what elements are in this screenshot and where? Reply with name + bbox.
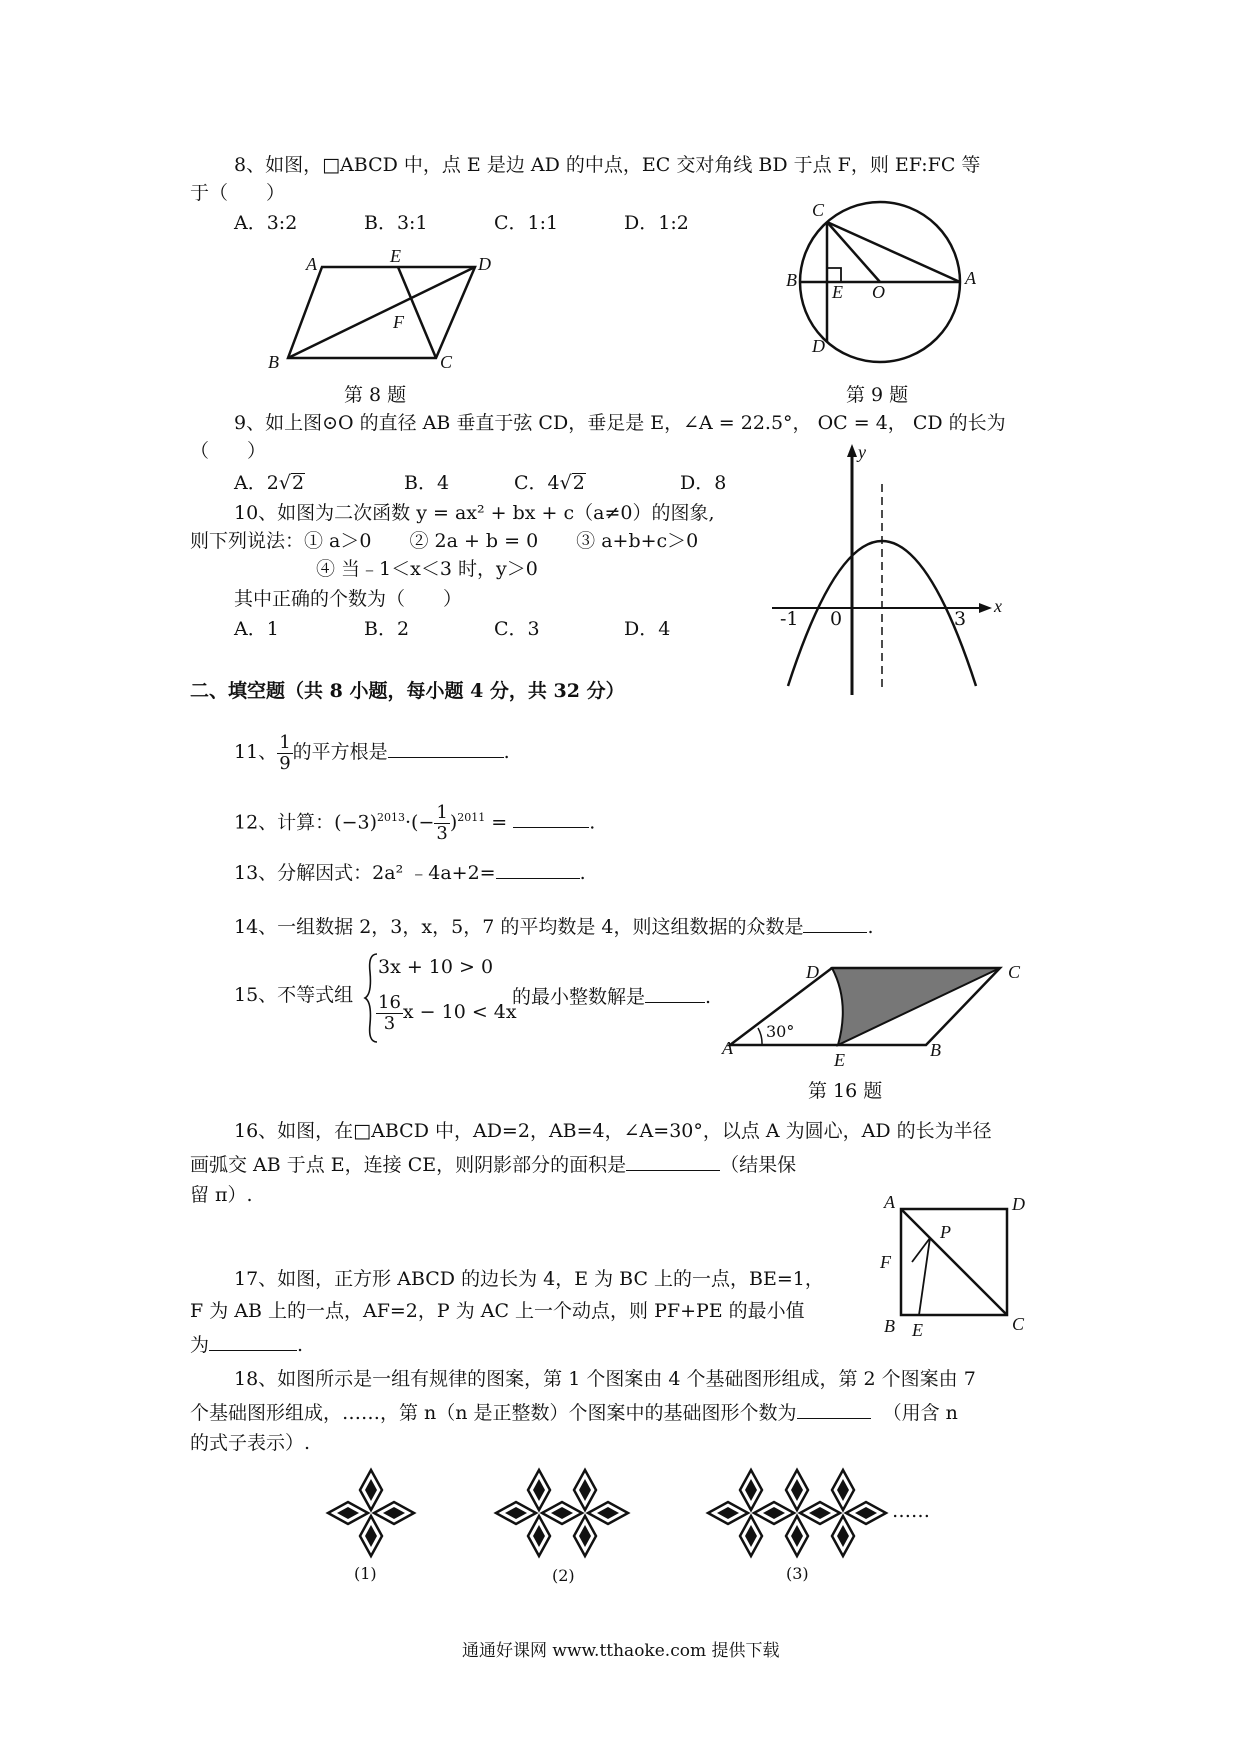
q17-line1: 17、如图，正方形 ABCD 的边长为 4，E 为 BC 上的一点，BE=1， bbox=[234, 1268, 824, 1290]
q9-option-c-coef: 4 bbox=[547, 472, 560, 494]
q10-label-three: 3 bbox=[954, 608, 967, 630]
q10-label-zero: 0 bbox=[830, 608, 843, 630]
q8-label-d: D bbox=[478, 254, 491, 274]
q16-line2-text: 画弧交 AB 于点 E，连接 CE，则阴影部分的面积是 bbox=[190, 1154, 627, 1176]
q14-answer-blank[interactable] bbox=[803, 912, 867, 933]
q16-label-c: C bbox=[1008, 962, 1021, 982]
q10-option-d: D．4 bbox=[624, 618, 671, 640]
q8-label-c: C bbox=[440, 352, 453, 372]
q9-figure bbox=[780, 195, 980, 365]
q12-denominator: 3 bbox=[436, 822, 448, 844]
q15-answer-blank[interactable] bbox=[645, 982, 705, 1003]
q15-prefix: 15、不等式组 bbox=[234, 984, 354, 1006]
q9-segment-co bbox=[827, 222, 880, 282]
q8-label-f: F bbox=[393, 312, 404, 332]
q17-line3 bbox=[190, 1330, 303, 1358]
q18-line2-end: （用含 n bbox=[882, 1402, 958, 1424]
q15-fraction bbox=[376, 993, 403, 1034]
q16-label-e: E bbox=[834, 1050, 845, 1070]
q8-label-e: E bbox=[390, 246, 401, 266]
q17-label-f: F bbox=[880, 1252, 891, 1272]
q11-answer-blank[interactable] bbox=[388, 737, 504, 758]
q10-option-a: A．1 bbox=[234, 618, 279, 640]
q9-option-a-prefix: A． bbox=[234, 472, 267, 494]
q8-caption: 第 8 题 bbox=[344, 384, 407, 406]
q9-option-a-radicand: 2 bbox=[291, 472, 305, 494]
q17-label-b: B bbox=[884, 1316, 895, 1336]
q16-label-d: D bbox=[806, 962, 819, 982]
q10-y-arrow bbox=[847, 444, 857, 457]
q15-suffix bbox=[512, 982, 711, 1010]
q10-option-b: B．2 bbox=[364, 618, 410, 640]
q9-right-angle bbox=[827, 268, 841, 282]
q8-label-b: B bbox=[268, 352, 279, 372]
q10-line2: 则下列说法：① a＞0 ② 2a + b = 0 ③ a+b+c＞0 bbox=[190, 530, 699, 552]
q18-pattern-2-svg bbox=[494, 1468, 630, 1558]
q18-pattern-label-1: (1) bbox=[354, 1564, 377, 1583]
q18-ellipsis: …… bbox=[892, 1500, 930, 1522]
q17-line3-text: 为 bbox=[190, 1334, 210, 1356]
q12-fraction bbox=[434, 803, 449, 844]
q10-label-x: x bbox=[994, 596, 1002, 616]
q14 bbox=[234, 912, 874, 940]
q18-pattern-label-2: (2) bbox=[552, 1566, 575, 1585]
q11 bbox=[234, 730, 510, 774]
q16-line2-end: （结果保 bbox=[720, 1154, 797, 1176]
q14-end: . bbox=[867, 916, 874, 938]
q9-option-c: C．4√2 bbox=[514, 472, 585, 494]
q17-label-a: A bbox=[884, 1192, 895, 1212]
q9-option-c-prefix: C． bbox=[514, 472, 548, 494]
q16-angle-arc bbox=[758, 1028, 762, 1045]
q18-pattern-3-svg bbox=[706, 1468, 888, 1558]
q15-denominator: 3 bbox=[383, 1012, 396, 1034]
q10-line4: 其中正确的个数为（ ） bbox=[234, 588, 463, 610]
q10-graph bbox=[770, 440, 1010, 700]
q11-prefix: 11、 bbox=[234, 741, 278, 763]
q9-label-b: B bbox=[786, 270, 797, 290]
q18-line1: 18、如图所示是一组有规律的图案，第 1 个图案由 4 个基础图形组成，第 2 个图案由 7 bbox=[234, 1368, 976, 1390]
q8-option-b: B．3:1 bbox=[364, 212, 428, 234]
q16-line3: 留 π）. bbox=[190, 1184, 253, 1206]
q13 bbox=[234, 858, 586, 886]
q13-answer-blank[interactable] bbox=[496, 858, 580, 879]
q12-exponent-1: 2013 bbox=[377, 811, 406, 824]
q9-label-a: A bbox=[965, 268, 976, 288]
q11-numerator: 1 bbox=[279, 731, 291, 753]
q8-figure bbox=[260, 245, 510, 375]
q9-caption: 第 9 题 bbox=[846, 384, 909, 406]
q16-angle-label: 30° bbox=[766, 1022, 795, 1041]
q12-prefix: 12、计算：(−3) bbox=[234, 811, 378, 834]
q9-option-b: B．4 bbox=[404, 472, 450, 494]
page-footer: 通通好课网 www.tthaoke.com 提供下载 bbox=[462, 1641, 780, 1661]
q12-numerator: 1 bbox=[436, 801, 448, 823]
q10-option-c: C．3 bbox=[494, 618, 540, 640]
q16-caption: 第 16 题 bbox=[808, 1080, 883, 1102]
q16-shaded-region bbox=[832, 968, 1000, 1045]
q13-text: 13、分解因式：2a² ﹣4a+2= bbox=[234, 862, 496, 884]
q9-line2: （ ） bbox=[190, 440, 267, 462]
q18-pattern-label-3: (3) bbox=[786, 1564, 809, 1583]
q15-inequality-2-rest: x − 10 < 4x bbox=[402, 1001, 517, 1023]
q9-option-c-radicand: 2 bbox=[572, 472, 585, 494]
q9-label-o: O bbox=[872, 282, 885, 302]
q17-label-p: P bbox=[940, 1222, 951, 1242]
section2-title: 二、填空题（共 8 小题，每小题 4 分，共 32 分） bbox=[190, 680, 625, 702]
q17-answer-blank[interactable] bbox=[209, 1330, 297, 1351]
q12-answer-blank[interactable] bbox=[513, 807, 589, 828]
q10-label-neg1: -1 bbox=[780, 608, 799, 630]
q12-mid: ·(− bbox=[405, 811, 435, 834]
q9-label-e: E bbox=[832, 282, 843, 302]
q8-label-a: A bbox=[306, 254, 317, 274]
q9-label-c: C bbox=[812, 200, 825, 220]
q8-option-a: A．3:2 bbox=[234, 212, 298, 234]
q10-line1: 10、如图为二次函数 y = ax² + bx + c（a≠0）的图象, bbox=[234, 502, 715, 524]
q9-option-a-coef: 2 bbox=[266, 472, 279, 494]
q18-line3: 的式子表示）. bbox=[190, 1432, 311, 1454]
q13-end: . bbox=[579, 862, 586, 884]
q18-line2-text: 个基础图形组成，……，第 n（n 是正整数）个图案中的基础图形个数为 bbox=[190, 1402, 797, 1424]
q16-answer-blank[interactable] bbox=[626, 1150, 720, 1171]
q17-label-e: E bbox=[912, 1320, 923, 1340]
q16-label-b: B bbox=[930, 1040, 941, 1060]
q16-figure bbox=[720, 960, 1020, 1060]
q16-label-a: A bbox=[722, 1038, 733, 1058]
q15-suffix-text: 的最小整数解是 bbox=[512, 986, 646, 1008]
q12-end: . bbox=[589, 811, 596, 834]
q10-line3: ④ 当﹣1＜x＜3 时，y＞0 bbox=[316, 558, 538, 580]
q15-end: . bbox=[705, 986, 712, 1008]
q18-line2 bbox=[190, 1398, 958, 1426]
q10-x-arrow bbox=[979, 603, 992, 613]
q12-exponent-2: 2011 bbox=[457, 811, 486, 824]
q10-label-y: y bbox=[858, 442, 866, 462]
q9-label-d: D bbox=[812, 336, 825, 356]
q14-text: 14、一组数据 2，3，x，5，7 的平均数是 4，则这组数据的众数是 bbox=[234, 916, 804, 938]
q9-line1: 9、如上图⊙O 的直径 AB 垂直于弦 CD，垂足是 E，∠A = 22.5°， OC = 4， CD 的长为 bbox=[234, 412, 1006, 434]
q15-inequality-2 bbox=[376, 990, 517, 1034]
q12-close: ) bbox=[449, 811, 458, 834]
q12 bbox=[234, 796, 595, 844]
q11-denominator: 9 bbox=[279, 752, 291, 774]
q18-answer-blank[interactable] bbox=[797, 1398, 871, 1419]
q8-option-c: C．1:1 bbox=[494, 212, 559, 234]
q17-figure bbox=[890, 1198, 1020, 1328]
q8-line1: 8、如图，□ABCD 中，点 E 是边 AD 的中点，EC 交对角线 BD 于点 F，则 EF:FC 等 bbox=[234, 154, 981, 176]
q16-line1: 16、如图，在□ABCD 中，AD=2，AB=4，∠A=30°，以点 A 为圆心，AD 的长为半径 bbox=[234, 1120, 992, 1142]
q16-line2 bbox=[190, 1150, 796, 1178]
q9-option-a: A．2√2 bbox=[234, 472, 305, 494]
q8-line2: 于（ ） bbox=[190, 182, 286, 204]
q9-option-d: D．8 bbox=[680, 472, 727, 494]
q15-inequality-1: 3x + 10 > 0 bbox=[378, 956, 494, 978]
q18-pattern-1-svg bbox=[326, 1468, 416, 1558]
q12-equals: = bbox=[485, 811, 514, 834]
q8-option-d: D．1:2 bbox=[624, 212, 689, 234]
q11-fraction bbox=[277, 733, 292, 774]
q11-end: . bbox=[503, 741, 510, 763]
q17-label-d: D bbox=[1012, 1194, 1025, 1214]
q17-diagonal-ac bbox=[901, 1209, 1007, 1315]
q17-label-c: C bbox=[1012, 1314, 1025, 1334]
q17-line2: F 为 AB 上的一点，AF=2，P 为 AC 上一个动点，则 PF+PE 的最小值 bbox=[190, 1300, 805, 1322]
q15-numerator: 16 bbox=[378, 991, 401, 1013]
q17-end: . bbox=[297, 1334, 304, 1356]
q11-suffix: 的平方根是 bbox=[292, 741, 388, 763]
